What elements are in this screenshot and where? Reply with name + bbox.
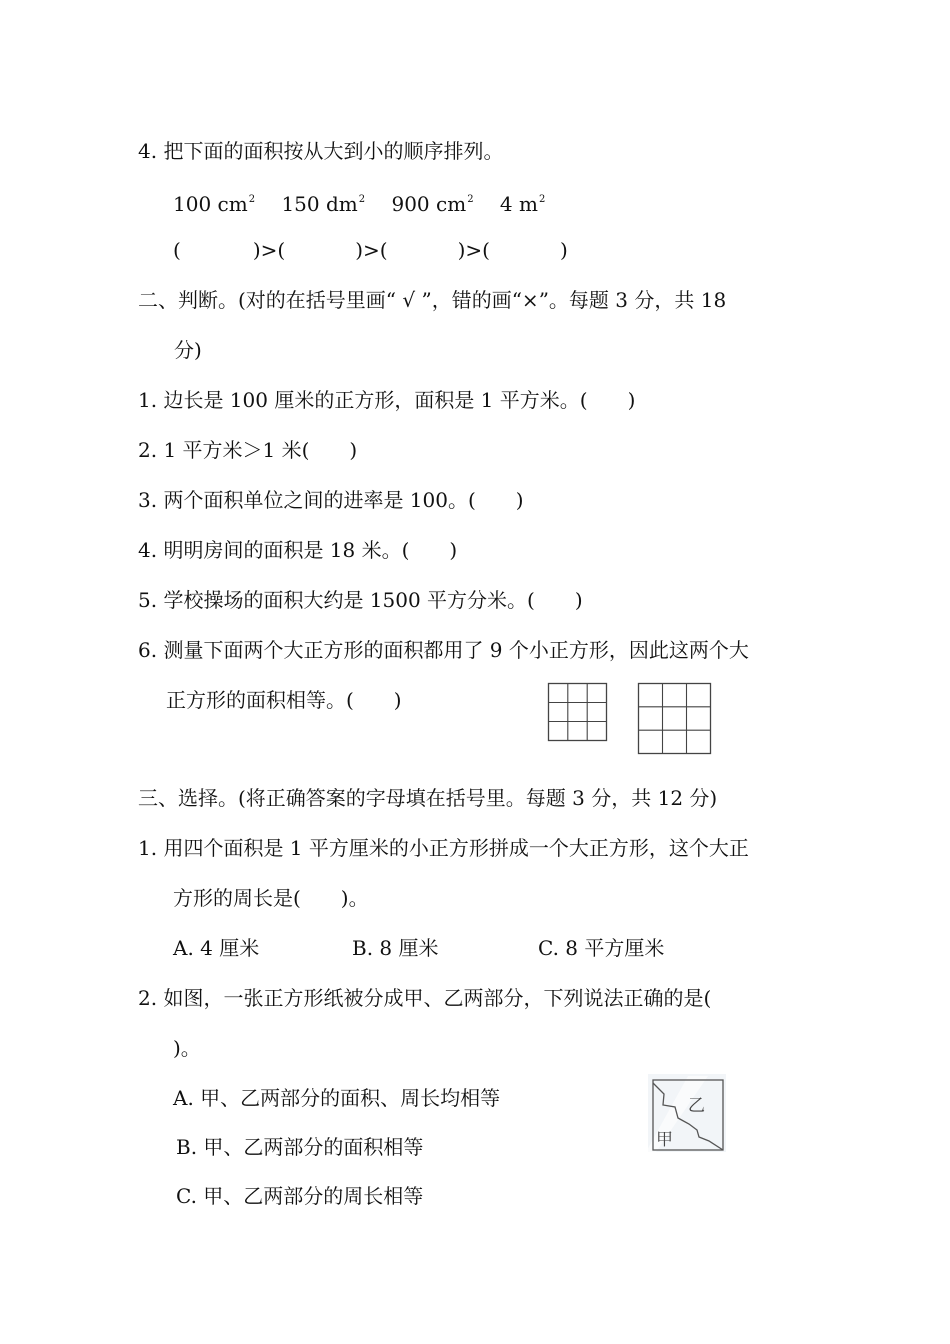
judge-item-3: 3. 两个面积单位之间的进率是 100。( ): [138, 488, 524, 512]
label-yi: 乙: [688, 1096, 705, 1116]
judge-item-4: 4. 明明房间的面积是 18 米。( ): [138, 538, 458, 562]
grid-square-large: [638, 683, 712, 755]
q4-title: 4. 把下面的面积按从大到小的顺序排列。: [138, 139, 504, 163]
judge-item-6: 6. 测量下面两个大正方形的面积都用了 9 个小正方形，因此这两个大: [138, 638, 749, 662]
choice-q2-option-b: B. 甲、乙两部分的面积相等: [176, 1135, 424, 1159]
judge-item-6-cont: 正方形的面积相等。( ): [166, 688, 402, 712]
unit-3: 900 $cm^2$: [391, 192, 474, 216]
label-jia: 甲: [656, 1130, 673, 1150]
unit-1: 100 $cm^2$: [173, 192, 256, 216]
choice-q2: 2. 如图，一张正方形纸被分成甲、乙两部分，下列说法正确的是(: [138, 986, 712, 1010]
unit-2: 150 $dm^2$: [281, 192, 366, 216]
q4-units: [173, 186, 545, 218]
unit-4: 4 $m^2$: [499, 192, 546, 216]
split-square-figure: [648, 1074, 728, 1154]
choice-q1-option-c: C. 8 平方厘米: [538, 936, 665, 960]
section3-heading: 三、选择。(将正确答案的字母填在括号里。每题 3 分，共 12 分): [138, 786, 718, 810]
choice-q1-cont: 方形的周长是( )。: [173, 886, 369, 910]
choice-q2-option-a: A. 甲、乙两部分的面积、周长均相等: [173, 1086, 501, 1110]
judge-item-1: 1. 边长是 100 厘米的正方形，面积是 1 平方米。( ): [138, 388, 636, 412]
section2-heading: 二、判断。(对的在括号里画“ √ ”，错的画“×”。每题 3 分，共 18: [138, 288, 727, 312]
choice-q1-option-a: A. 4 厘米: [173, 936, 260, 960]
choice-q1: 1. 用四个面积是 1 平方厘米的小正方形拼成一个大正方形，这个大正: [138, 836, 749, 860]
section2-heading-cont: 分): [174, 338, 202, 362]
q4-order-blanks: ( )>( )>( )>( ): [173, 238, 568, 262]
choice-q2-cont: )。: [173, 1036, 201, 1060]
judge-item-5: 5. 学校操场的面积大约是 1500 平方分米。( ): [138, 588, 583, 612]
choice-q2-option-c: C. 甲、乙两部分的周长相等: [176, 1184, 424, 1208]
grid-square-small: [548, 683, 608, 743]
judge-item-2: 2. 1 平方米＞1 米( ): [138, 438, 358, 462]
choice-q1-option-b: B. 8 厘米: [352, 936, 439, 960]
